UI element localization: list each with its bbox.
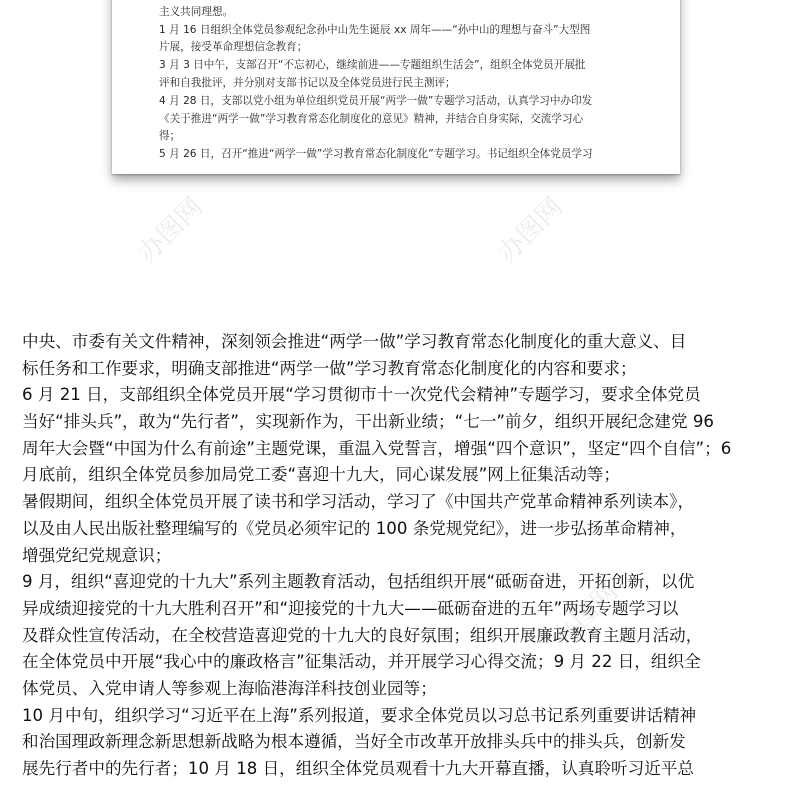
preview-text-line: 5 月 26 日，召开“推进“两学一做”学习教育常态化制度化”专题学习。书记组织全体党员学习 xyxy=(159,148,593,161)
watermark: 办图网 xyxy=(132,192,209,269)
paragraph-line: 及群众性宣传活动，在全校营造喜迎党的十九大的良好氛围；组织开展廉政教育主题月活动， xyxy=(22,625,703,645)
paragraph-line: 暑假期间，组织全体党员开展了读书和学习活动，学习了《中国共产党革命精神系列读本》， xyxy=(22,492,695,512)
paragraph-line: 体党员、入党申请人等参观上海临港海洋科技创业园等； xyxy=(22,678,437,698)
preview-text-line: 评和自我批评，并分别对支部书记以及全体党员进行民主测评； xyxy=(159,76,456,89)
paragraph-line: 当好“排头兵”，敢为“先行者”，实现新作为，干出新业绩；“七一”前夕，组织开展纪念建党 96 xyxy=(22,412,714,432)
watermark: 办图网 xyxy=(547,577,624,654)
paragraph-line: 在全体党员中开展“我心中的廉政格言”征集活动，并开展学习心得交流；9 月 22 日，组织全 xyxy=(22,652,701,672)
main-document-text xyxy=(22,329,782,783)
paragraph-line: 增强党纪党规意识； xyxy=(22,545,172,565)
preview-text-line: 片展，接受革命理想信念教育； xyxy=(159,41,308,54)
paragraph-line: 展先行者中的先行者；10 月 18 日，组织全体党员观看十九大开幕直播，认真聆听习近平总 xyxy=(22,759,695,778)
document-preview-card xyxy=(112,0,680,174)
paragraph-line: 以及由人民出版社整理编写的《党员必须牢记的 100 条党规党纪》，进一步弘扬革命精神， xyxy=(22,518,687,538)
preview-text-line: 4 月 28 日，支部以党小组为单位组织党员开展“两学一做”专题学习活动，认真学习中办印发 xyxy=(159,94,593,107)
paragraph-line: 9 月，组织“喜迎党的十九大”系列主题教育活动，包括组织开展“砥砺奋进，开拓创新，以优 xyxy=(22,572,695,592)
preview-text-line: 主义共同理想。 xyxy=(159,5,234,18)
paragraph-line: 标任务和工作要求，明确支部推进“两学一做”学习教育常态化制度化的内容和要求； xyxy=(22,358,637,378)
paragraph-line: 异成绩迎接党的十九大胜利召开”和“迎接党的十九大——砥砺奋进的五年”两场专题学习以 xyxy=(22,598,679,618)
preview-text-line: 1 月 16 日组织全体党员参观纪念孙中山先生诞辰 xx 周年——“孙中山的理想与奋斗”大型图 xyxy=(159,23,591,36)
preview-text-line: 3 月 3 日中午，支部召开“不忘初心，继续前进——专题组织生活会”，组织全体党员开展批 xyxy=(159,59,586,72)
preview-text-line: 《关于推进“两学一做”学习教育常态化制度化的意见》精神，并结合自身实际，交流学习心 xyxy=(159,112,584,125)
paragraph-line: 周年大会暨“中国为什么有前途”主题党课，重温入党誓言，增强“四个意识”，坚定“四个自信”；6 xyxy=(22,438,732,458)
paragraph-line: 和治国理政新理念新思想新战略为根本遵循，当好全市改革开放排头兵中的排头兵，创新发 xyxy=(22,732,686,752)
paragraph-line: 月底前，组织全体党员参加局党工委“喜迎十九大，同心谋发展”网上征集活动等； xyxy=(22,465,620,485)
paragraph-line: 10 月中旬，组织学习“习近平在上海”系列报道，要求全体党员以习总书记系列重要讲话精神 xyxy=(22,705,697,725)
preview-text-block xyxy=(159,0,660,164)
paragraph-line: 中央、市委有关文件精神，深刻领会推进“两学一做”学习教育常态化制度化的重大意义、目 xyxy=(22,332,687,351)
paragraph-line: 6 月 21 日，支部组织全体党员开展“学习贯彻市十一次党代会精神”专题学习，要求全体党员 xyxy=(22,385,701,405)
preview-text-line: 得； xyxy=(159,130,181,143)
watermark: 办图网 xyxy=(492,192,569,269)
